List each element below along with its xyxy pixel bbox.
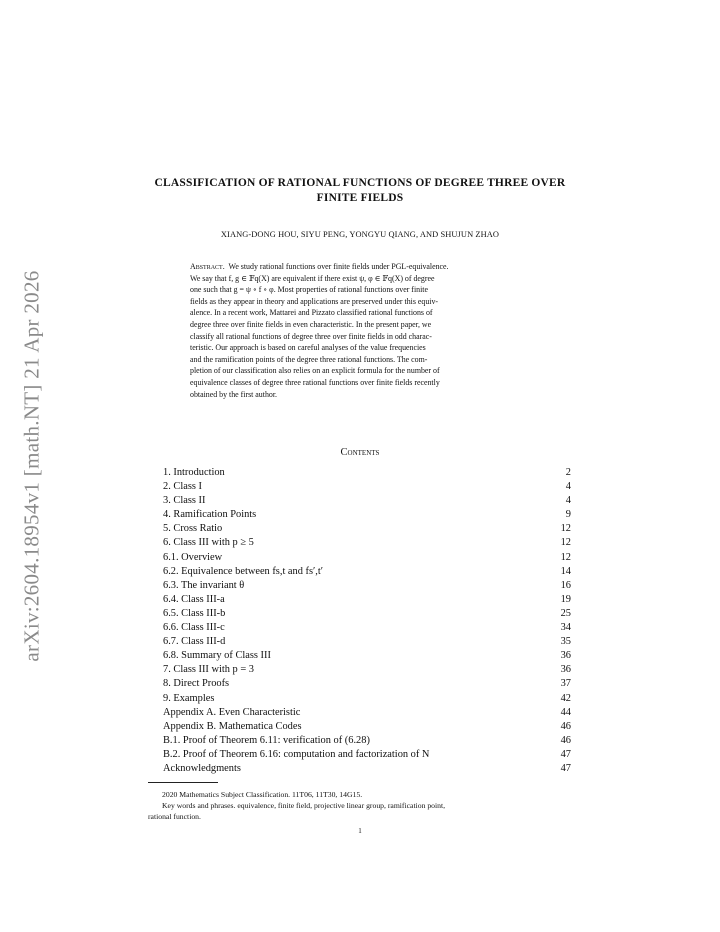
toc-page: 47 (560, 762, 571, 774)
toc-label: 8. Direct Proofs (163, 678, 230, 690)
toc-entry[interactable] (163, 536, 571, 550)
toc-page: 42 (560, 692, 571, 704)
toc-entry[interactable] (163, 522, 571, 536)
toc-label: 5. Cross Ratio (163, 523, 223, 535)
abstract-line: classify all rational functions of degree three over finite fields in odd charac- (190, 331, 432, 341)
toc-label: 6.1. Overview (163, 551, 223, 563)
toc-page: 16 (560, 579, 571, 591)
toc-entry[interactable] (163, 607, 571, 621)
toc-entry[interactable] (163, 593, 571, 607)
toc-page: 14 (560, 565, 571, 577)
toc-label: 6.7. Class III-d (163, 636, 226, 648)
toc-page: 12 (560, 551, 571, 563)
toc-label: B.1. Proof of Theorem 6.11: verification of (6.28) (163, 734, 370, 746)
toc-entry[interactable] (163, 677, 571, 691)
toc-label: 6.5. Class III-b (163, 607, 226, 619)
paper-title: CLASSIFICATION OF RATIONAL FUNCTIONS OF DEGREE THREE OVER FINITE FIELDS (154, 177, 566, 204)
toc-page: 9 (565, 509, 571, 521)
abstract-line: one such that g = ψ ∘ f ∘ φ. Most properties of rational functions over finite (190, 285, 428, 295)
table-of-contents (163, 466, 571, 776)
toc-entry[interactable] (163, 663, 571, 677)
toc-entry[interactable] (163, 720, 571, 734)
toc-page: 12 (560, 537, 571, 549)
toc-page: 47 (560, 748, 571, 760)
keywords-line: Key words and phrases. equivalence, finite field, projective linear group, ramification point, (162, 801, 446, 811)
toc-label: 3. Class II (163, 495, 206, 507)
toc-entry[interactable] (163, 480, 571, 494)
toc-page: 34 (560, 622, 571, 634)
abstract-line: and the ramification points of the degree three rational functions. The com- (190, 354, 428, 364)
abstract (190, 261, 532, 400)
toc-entry[interactable] (163, 692, 571, 706)
toc-label: 6. Class III with p ≥ 5 (163, 537, 254, 549)
abstract-line: obtained by the first author. (190, 389, 277, 399)
toc-entry[interactable] (163, 466, 571, 480)
toc-page: 46 (560, 734, 571, 746)
toc-page: 4 (565, 481, 571, 493)
toc-label: 6.2. Equivalence between fs,t and fs′,t′ (163, 565, 324, 577)
toc-entry[interactable] (163, 551, 571, 565)
toc-label: 2. Class I (163, 481, 202, 493)
toc-page: 25 (560, 607, 571, 619)
toc-entry[interactable] (163, 579, 571, 593)
toc-label: 6.3. The invariant θ (163, 579, 245, 591)
toc-label: Acknowledgments (163, 762, 241, 774)
toc-page: 36 (560, 664, 571, 676)
toc-page: 4 (565, 495, 571, 507)
toc-entry[interactable] (163, 565, 571, 579)
toc-entry[interactable] (163, 494, 571, 508)
toc-page: 12 (560, 523, 571, 535)
toc-entry[interactable] (163, 762, 571, 776)
toc-label: 6.8. Summary of Class III (163, 650, 271, 662)
abstract-line: alence. In a recent work, Mattarei and Pizzato classified rational functions of (190, 308, 433, 318)
toc-page: 44 (560, 706, 571, 718)
toc-label: 1. Introduction (163, 467, 225, 478)
abstract-line: equivalence classes of degree three rational functions over finite fields recently (190, 377, 440, 387)
toc-entry[interactable] (163, 706, 571, 720)
toc-label: 4. Ramification Points (163, 509, 257, 521)
toc-label: 7. Class III with p = 3 (163, 664, 254, 676)
toc-page: 35 (560, 636, 571, 648)
toc-label: 6.4. Class III-a (163, 593, 225, 605)
toc-page: 46 (560, 720, 571, 732)
toc-label: 6.6. Class III-c (163, 622, 225, 634)
toc-entry[interactable] (163, 734, 571, 748)
toc-entry[interactable] (163, 621, 571, 635)
abstract-line: pletion of our classification also relies on an explicit formula for the number of (190, 366, 440, 376)
footnote (148, 789, 572, 823)
abstract-line: We say that f, g ∈ 𝔽q(X) are equivalent if there exist ψ, φ ∈ 𝔽q(X) of degree (190, 273, 435, 283)
toc-page: 36 (560, 650, 571, 662)
toc-label: B.2. Proof of Theorem 6.16: computation and factorization of N (163, 748, 430, 760)
toc-entry[interactable] (163, 649, 571, 663)
footnote-rule (148, 782, 218, 783)
abstract-heading: Abstract. (190, 262, 225, 271)
toc-page: 2 (565, 467, 571, 478)
abstract-line: Abstract. We study rational functions over finite fields under PGL-equivalence. (190, 262, 449, 271)
toc-label: Appendix A. Even Characteristic (163, 706, 301, 718)
abstract-line: fields as they appear in theory and applications are preserved under this equiv- (190, 296, 439, 306)
arxiv-identifier-stamp: arXiv:2604.18954v1 [math.NT] 21 Apr 2026 (19, 270, 44, 662)
toc-label: 9. Examples (163, 692, 215, 704)
toc-page: 37 (560, 678, 571, 690)
toc-label: Appendix B. Mathematica Codes (163, 720, 302, 732)
contents-heading: Contents (340, 447, 380, 458)
abstract-line: degree three over finite fields in even characteristic. In the present paper, we (190, 319, 432, 329)
page-number: 1 (358, 827, 362, 835)
keywords-line: rational function. (148, 812, 201, 822)
paper-authors: XIANG-DONG HOU, SIYU PENG, YONGYU QIANG, AND SHUJUN ZHAO (220, 230, 500, 239)
toc-page: 19 (560, 593, 571, 605)
toc-entry[interactable] (163, 748, 571, 762)
toc-entry[interactable] (163, 635, 571, 649)
toc-entry[interactable] (163, 508, 571, 522)
msc-classification: 2020 Mathematics Subject Classification. 11T06, 11T30, 14G15. (162, 790, 363, 799)
abstract-line: teristic. Our approach is based on careful analyses of the value frequencies (190, 343, 426, 353)
